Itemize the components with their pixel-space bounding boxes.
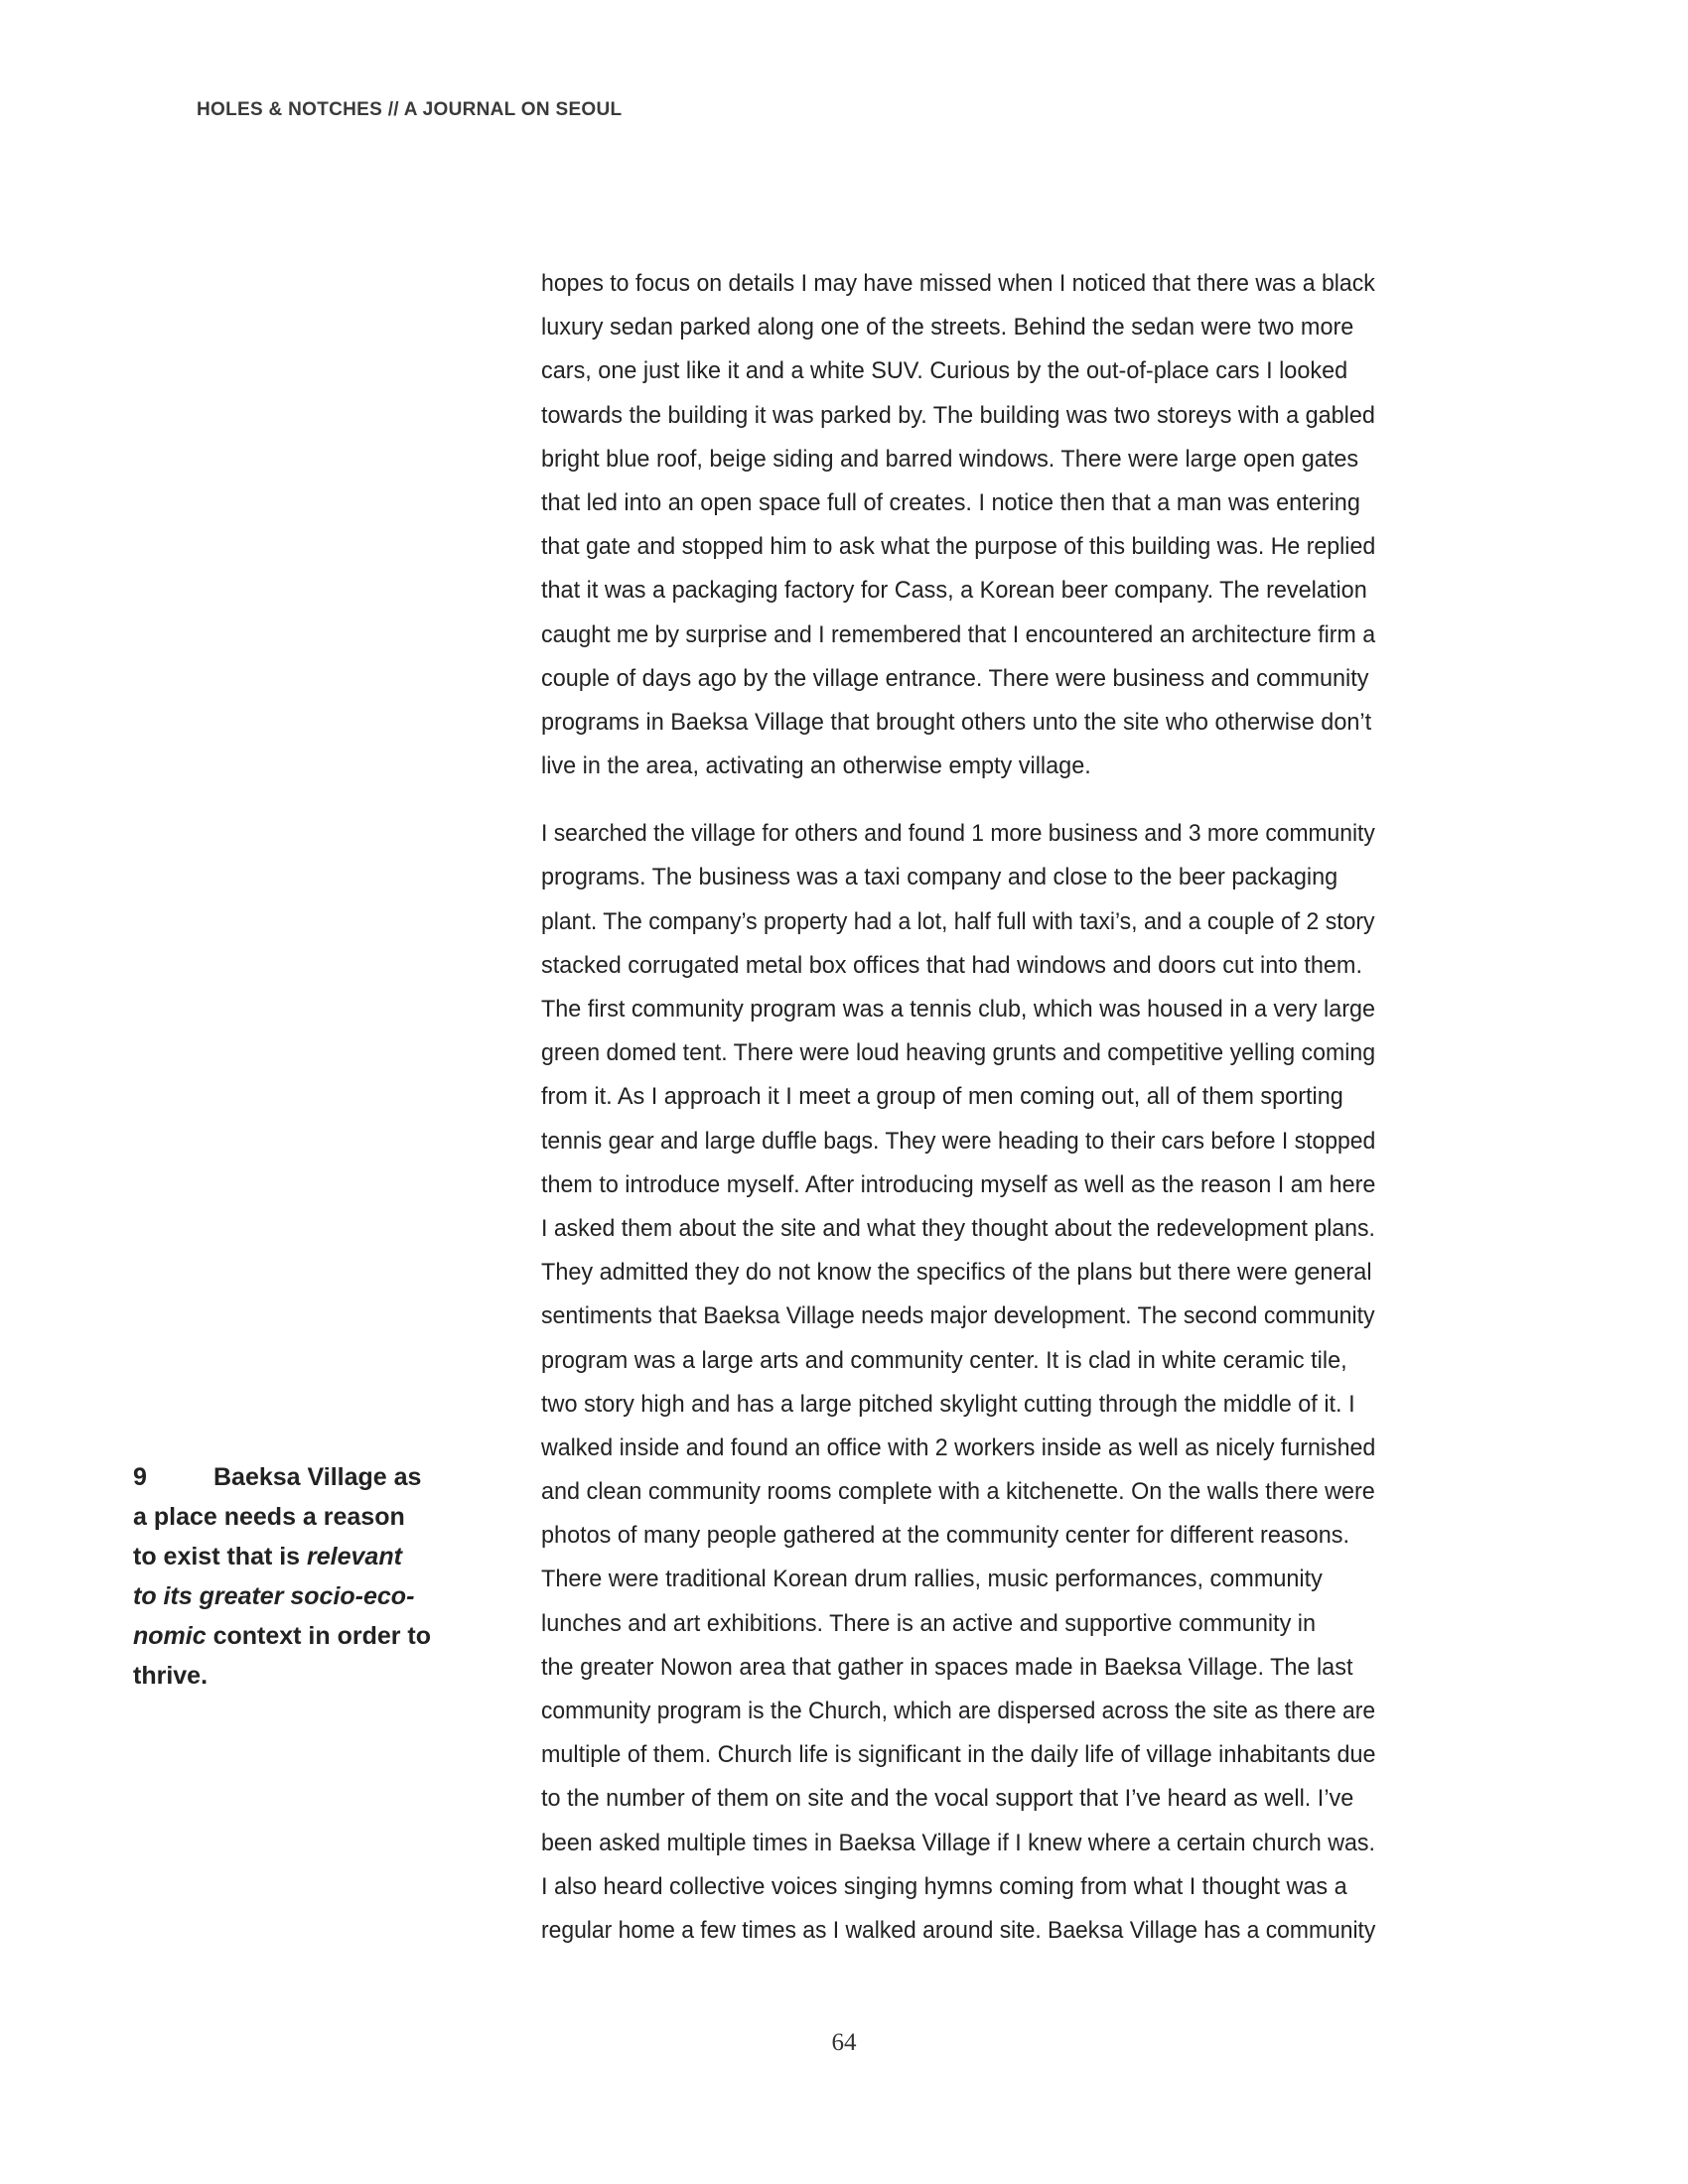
body-line: lunches and art exhibitions. There is an active and supportive community in bbox=[541, 1609, 1317, 1637]
sidenote-line: a place needs a reason bbox=[133, 1503, 405, 1531]
body-line: programs in Baeksa Village that brought others unto the site who otherwise don’t bbox=[541, 708, 1372, 736]
body-line: multiple of them. Church life is significant in the daily life of village inhabitants due bbox=[541, 1741, 1376, 1769]
page-number: 64 bbox=[831, 2029, 857, 2056]
body-line: I searched the village for others and found 1 more business and 3 more community bbox=[541, 820, 1375, 848]
body-line: There were traditional Korean drum rallies, music performances, community bbox=[541, 1566, 1323, 1593]
body-line: photos of many people gathered at the community center for different reasons. bbox=[541, 1522, 1349, 1550]
body-line: that gate and stopped him to ask what the purpose of this building was. He replied bbox=[541, 533, 1376, 561]
body-line: two story high and has a large pitched skylight cutting through the middle of it. I bbox=[541, 1390, 1355, 1418]
body-line: that it was a packaging factory for Cass, a Korean beer company. The revelation bbox=[541, 577, 1367, 605]
sidenote-line bbox=[133, 1537, 431, 1576]
sidenote-line bbox=[133, 1576, 431, 1616]
body-line: luxury sedan parked along one of the streets. Behind the sedan were two more bbox=[541, 314, 1354, 341]
body-line: the greater Nowon area that gather in spaces made in Baeksa Village. The last bbox=[541, 1653, 1353, 1681]
body-line: I also heard collective voices singing hymns coming from what I thought was a bbox=[541, 1872, 1347, 1900]
body-paragraph bbox=[541, 812, 1395, 1953]
body-line: They admitted they do not know the specifics of the plans but there were general bbox=[541, 1259, 1372, 1287]
body-line: green domed tent. There were loud heaving grunts and competitive yelling coming bbox=[541, 1039, 1376, 1067]
body-line: caught me by surprise and I remembered that I encountered an architecture firm a bbox=[541, 620, 1376, 648]
sidenote-text: Baeksa Village as bbox=[213, 1463, 422, 1491]
running-header: HOLES & NOTCHES // A JOURNAL ON SEOUL bbox=[197, 99, 623, 120]
sidenote-line bbox=[133, 1457, 431, 1497]
body-line: them to introduce myself. After introducing myself as well as the reason I am here bbox=[541, 1170, 1376, 1198]
body-line: that led into an open space full of creates. I notice then that a man was entering bbox=[541, 488, 1360, 516]
sidenote-emphasis: relevant bbox=[307, 1543, 402, 1570]
body-line: The first community program was a tennis club, which was housed in a very large bbox=[541, 996, 1376, 1023]
body-line: bright blue roof, beige siding and barred windows. There were large open gates bbox=[541, 445, 1359, 473]
sidenote-number: 9 bbox=[133, 1463, 147, 1491]
sidenote-emphasis: nomic bbox=[133, 1622, 207, 1650]
body-line: regular home a few times as I walked around site. Baeksa Village has a community bbox=[541, 1916, 1376, 1944]
body-line: sentiments that Baeksa Village needs major development. The second community bbox=[541, 1302, 1375, 1330]
body-line: programs. The business was a taxi company and close to the beer packaging bbox=[541, 864, 1338, 891]
sidenote-line: thrive. bbox=[133, 1662, 209, 1690]
body-line: community program is the Church, which are dispersed across the site as there are bbox=[541, 1698, 1376, 1724]
body-line: couple of days ago by the village entrance. There were business and community bbox=[541, 664, 1369, 692]
body-line: stacked corrugated metal box offices that had windows and doors cut into them. bbox=[541, 951, 1362, 979]
body-paragraph bbox=[541, 262, 1395, 788]
body-line: to the number of them on site and the vocal support that I’ve heard as well. I’ve bbox=[541, 1785, 1354, 1813]
body-line: tennis gear and large duffle bags. They were heading to their cars before I stopped bbox=[541, 1127, 1376, 1155]
body-line: program was a large arts and community center. It is clad in white ceramic tile, bbox=[541, 1346, 1347, 1374]
sidenote-line bbox=[133, 1616, 431, 1656]
body-line: from it. As I approach it I meet a group of men coming out, all of them sporting bbox=[541, 1083, 1343, 1111]
body-line: been asked multiple times in Baeksa Village if I knew where a certain church was. bbox=[541, 1829, 1375, 1856]
body-line: plant. The company’s property had a lot, half full with taxi’s, and a couple of 2 story bbox=[541, 907, 1375, 935]
body-line: and clean community rooms complete with a kitchenette. On the walls there were bbox=[541, 1478, 1375, 1506]
body-line: hopes to focus on details I may have missed when I noticed that there was a black bbox=[541, 270, 1375, 297]
sidenote bbox=[133, 1457, 431, 1696]
sidenote-emphasis: to its greater socio-eco- bbox=[133, 1582, 415, 1610]
body-line: walked inside and found an office with 2 workers inside as well as nicely furnished bbox=[541, 1433, 1376, 1461]
body-line: cars, one just like it and a white SUV. Curious by the out-of-place cars I looked bbox=[541, 357, 1348, 385]
body-line: live in the area, activating an otherwise empty village. bbox=[541, 752, 1091, 780]
body-line: towards the building it was parked by. The building was two storeys with a gabled bbox=[541, 401, 1375, 429]
body-line: I asked them about the site and what they thought about the redevelopment plans. bbox=[541, 1214, 1375, 1242]
sidenote-text: context in order to bbox=[206, 1622, 432, 1650]
body-text bbox=[541, 262, 1395, 1977]
sidenote-text: to exist that is bbox=[133, 1543, 308, 1570]
